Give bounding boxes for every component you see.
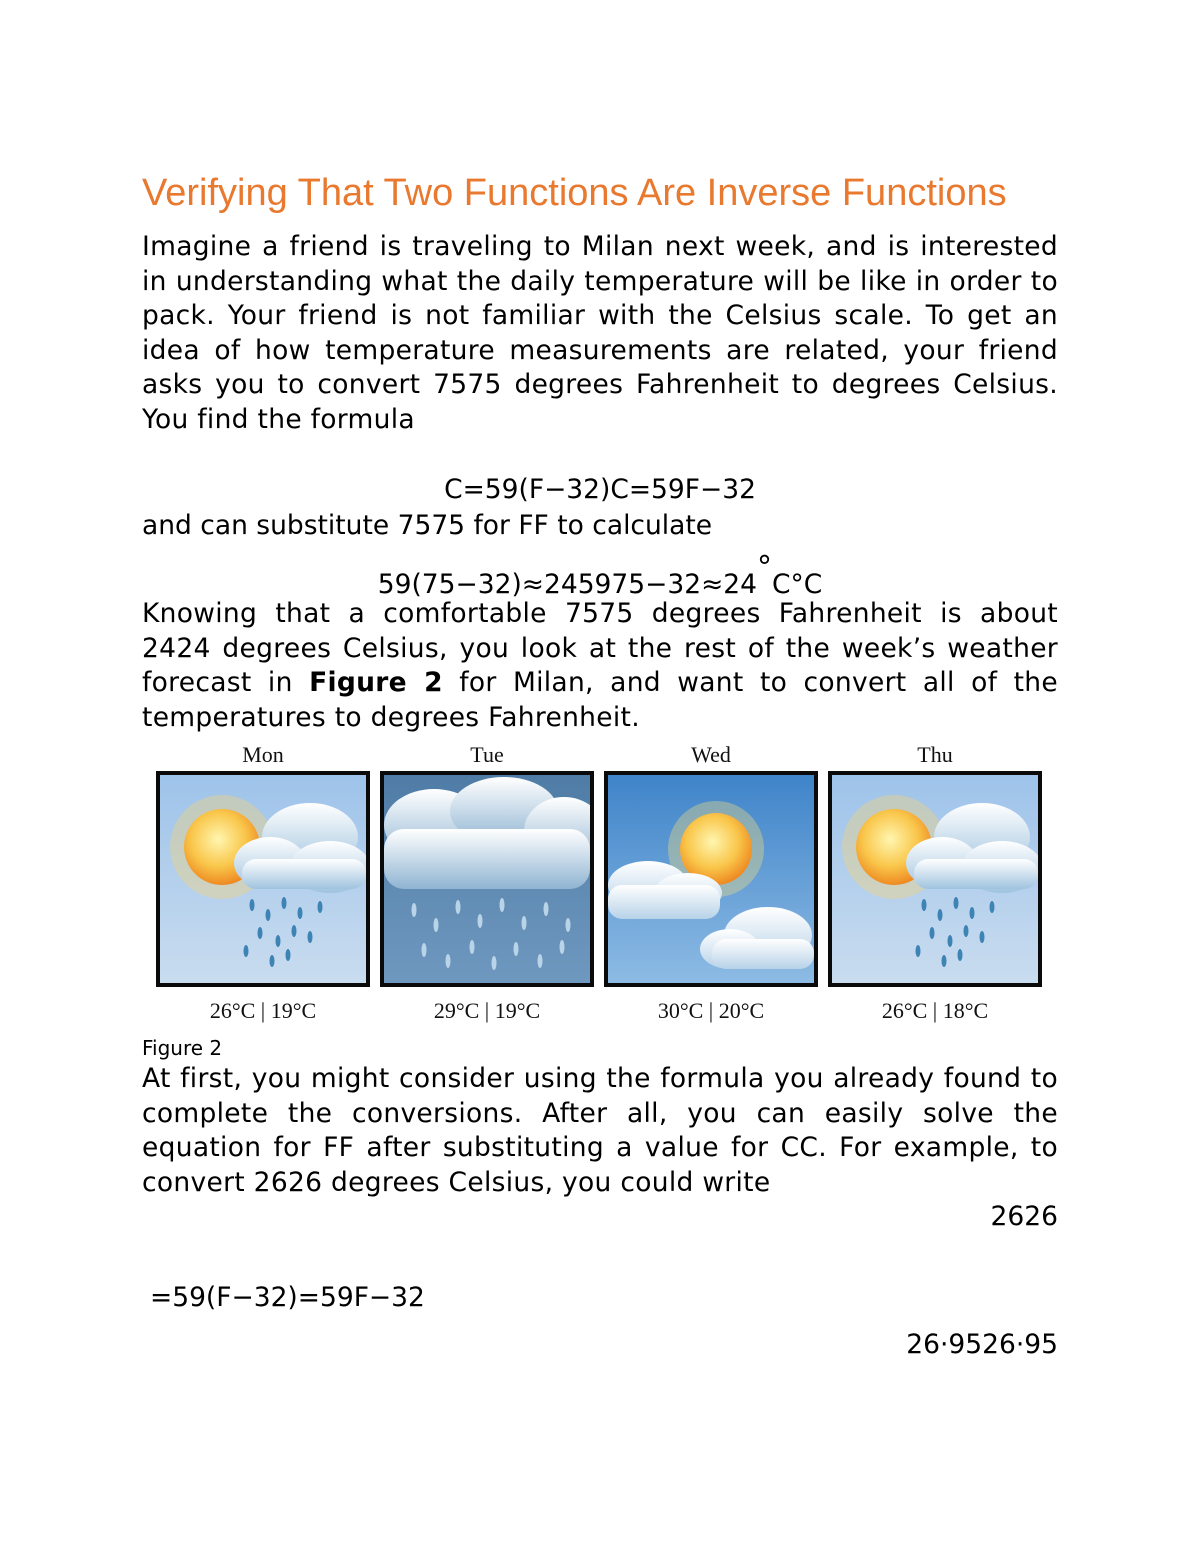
forecast-day-thu: Thu xyxy=(917,742,953,767)
forecast-text-start: Knowing that a comfortable 7575 degrees Fahrenheit is about 2424 degrees Celsius, you look at the rest of the week’s weather forecast in xyxy=(142,598,1058,698)
forecast-paragraph xyxy=(142,597,1058,735)
forecast-temps-mon: 26°C | 19°C xyxy=(209,998,317,1023)
forecast-day-tue: Tue xyxy=(470,742,504,767)
forecast-temps-thu: 26°C | 18°C xyxy=(881,998,989,1023)
calculation-unit: C°C xyxy=(772,568,823,600)
conversion-paragraph: At first, you might consider using the formula you already found to complete the conversions. After all, you can easily solve the equation for FF after substituting a value for CC. For example, to convert 2626 degrees Celsius, you could write xyxy=(142,1063,1058,1198)
forecast-text-end: for Milan, and want to convert all of the temperatures to degrees Fahrenheit. xyxy=(142,667,1058,733)
sun-cloud-rain-icon xyxy=(156,771,370,987)
equation-result: 26·9526·95 xyxy=(906,1329,1058,1360)
calculation-formula xyxy=(142,550,1058,600)
sun-cloud-rain-icon xyxy=(828,771,1042,987)
forecast-temps-wed: 30°C | 20°C xyxy=(657,998,765,1023)
calculation-main: 59(75−32)≈245975−32≈24 xyxy=(377,568,757,600)
cloud-rain-icon xyxy=(380,771,594,987)
page-title: Verifying That Two Functions Are Inverse Functions xyxy=(142,172,1007,214)
substitute-paragraph: and can substitute 7575 for FF to calculate xyxy=(142,510,713,541)
sun-clouds-icon xyxy=(604,771,818,987)
intro-paragraph: Imagine a friend is traveling to Milan next week, and is interested in understanding what the daily temperature will be like in order to pack. Your friend is not familiar with the Celsius scale. To get an idea of how temperature measurements are related, your friend asks you to convert 7575 degrees Fahrenheit to degrees Celsius. You find the formula xyxy=(142,231,1058,435)
equation-lhs: 2626 xyxy=(990,1201,1058,1232)
equation-rhs: =59(F−32)=59F−32 xyxy=(150,1282,425,1313)
forecast-temps-tue: 29°C | 19°C xyxy=(433,998,541,1023)
degree-symbol: ° xyxy=(757,550,772,585)
celsius-formula: C=59(F−32)C=59F−32 xyxy=(444,474,756,505)
forecast-day-wed: Wed xyxy=(691,742,731,767)
figure-caption: Figure 2 xyxy=(142,1036,223,1060)
figure-reference: Figure 2 xyxy=(309,667,443,698)
forecast-day-mon: Mon xyxy=(242,742,284,767)
